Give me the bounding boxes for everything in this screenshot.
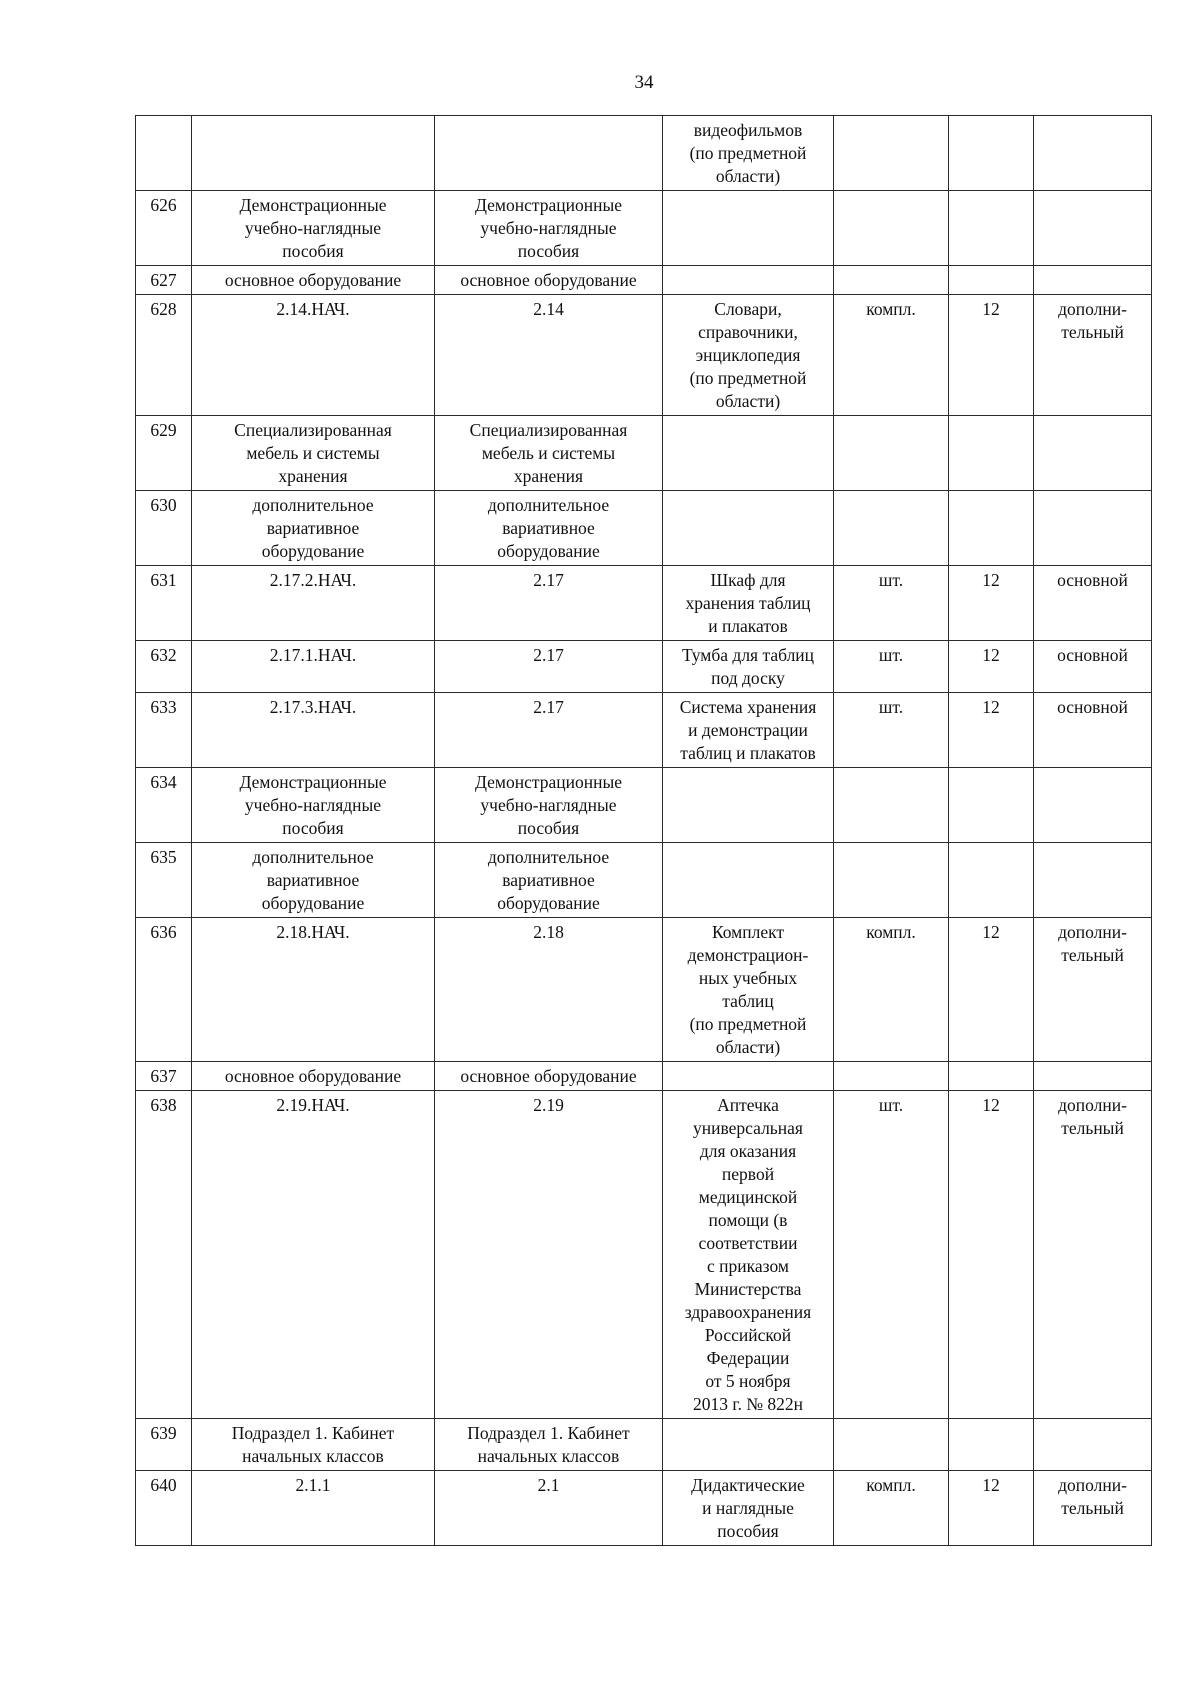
quantity-cell <box>949 191 1034 266</box>
code-cell: основное оборудование <box>192 266 435 295</box>
category-cell <box>1034 116 1152 191</box>
row-number-cell: 637 <box>136 1062 192 1091</box>
table-row <box>136 1471 1152 1546</box>
quantity-cell <box>949 1062 1034 1091</box>
category-cell: основной <box>1034 641 1152 693</box>
table-row <box>136 566 1152 641</box>
unit-cell: компл. <box>834 1471 949 1546</box>
quantity-cell: 12 <box>949 1471 1034 1546</box>
item-name-cell: Дидактические и наглядные пособия <box>663 1471 834 1546</box>
row-number-cell: 638 <box>136 1091 192 1419</box>
quantity-cell <box>949 491 1034 566</box>
table-row <box>136 266 1152 295</box>
table-row <box>136 1091 1152 1419</box>
quantity-cell <box>949 116 1034 191</box>
section-cell: дополнительное вариативное оборудование <box>435 491 663 566</box>
table-row <box>136 843 1152 918</box>
quantity-cell <box>949 266 1034 295</box>
section-cell: Демонстрационные учебно-наглядные пособия <box>435 768 663 843</box>
item-name-cell <box>663 843 834 918</box>
category-cell <box>1034 191 1152 266</box>
unit-cell <box>834 416 949 491</box>
unit-cell: шт. <box>834 566 949 641</box>
section-cell: 2.17 <box>435 641 663 693</box>
code-cell: дополнительное вариативное оборудование <box>192 491 435 566</box>
table-row <box>136 1062 1152 1091</box>
code-cell <box>192 116 435 191</box>
page-number: 34 <box>634 72 654 93</box>
code-cell: дополнительное вариативное оборудование <box>192 843 435 918</box>
table-row <box>136 416 1152 491</box>
quantity-cell: 12 <box>949 693 1034 768</box>
quantity-cell <box>949 1419 1034 1471</box>
row-number-cell: 634 <box>136 768 192 843</box>
section-cell: 2.19 <box>435 1091 663 1419</box>
row-number-cell: 628 <box>136 295 192 416</box>
quantity-cell: 12 <box>949 295 1034 416</box>
code-cell: основное оборудование <box>192 1062 435 1091</box>
row-number-cell: 626 <box>136 191 192 266</box>
row-number-cell: 635 <box>136 843 192 918</box>
section-cell: основное оборудование <box>435 266 663 295</box>
quantity-cell: 12 <box>949 566 1034 641</box>
row-number-cell: 631 <box>136 566 192 641</box>
item-name-cell <box>663 491 834 566</box>
row-number-cell: 630 <box>136 491 192 566</box>
table-row <box>136 491 1152 566</box>
category-cell: основной <box>1034 566 1152 641</box>
code-cell: 2.19.НАЧ. <box>192 1091 435 1419</box>
quantity-cell <box>949 416 1034 491</box>
row-number-cell: 627 <box>136 266 192 295</box>
item-name-cell <box>663 266 834 295</box>
code-cell: 2.17.3.НАЧ. <box>192 693 435 768</box>
quantity-cell: 12 <box>949 1091 1034 1419</box>
item-name-cell <box>663 768 834 843</box>
item-name-cell: Комплект демонстрацион- ных учебных таблиц (по предметной области) <box>663 918 834 1062</box>
section-cell <box>435 116 663 191</box>
quantity-cell: 12 <box>949 641 1034 693</box>
quantity-cell: 12 <box>949 918 1034 1062</box>
section-cell: Подраздел 1. Кабинет начальных классов <box>435 1419 663 1471</box>
unit-cell: шт. <box>834 693 949 768</box>
unit-cell <box>834 768 949 843</box>
row-number-cell: 633 <box>136 693 192 768</box>
unit-cell: шт. <box>834 641 949 693</box>
unit-cell <box>834 1062 949 1091</box>
table-row <box>136 918 1152 1062</box>
section-cell: 2.17 <box>435 566 663 641</box>
category-cell <box>1034 266 1152 295</box>
equipment-table <box>135 115 1152 1546</box>
row-number-cell: 632 <box>136 641 192 693</box>
unit-cell <box>834 266 949 295</box>
table-row <box>136 768 1152 843</box>
quantity-cell <box>949 843 1034 918</box>
category-cell <box>1034 491 1152 566</box>
quantity-cell <box>949 768 1034 843</box>
row-number-cell <box>136 116 192 191</box>
category-cell <box>1034 1062 1152 1091</box>
item-name-cell <box>663 1419 834 1471</box>
section-cell: 2.14 <box>435 295 663 416</box>
unit-cell: шт. <box>834 1091 949 1419</box>
item-name-cell: Система хранения и демонстрации таблиц и плакатов <box>663 693 834 768</box>
item-name-cell <box>663 191 834 266</box>
row-number-cell: 629 <box>136 416 192 491</box>
category-cell: дополни- тельный <box>1034 295 1152 416</box>
code-cell: 2.1.1 <box>192 1471 435 1546</box>
item-name-cell: Словари, справочники, энциклопедия (по предметной области) <box>663 295 834 416</box>
item-name-cell: Аптечка универсальная для оказания первой медицинской помощи (в соответствии с приказом Министерства здравоохранения Российской Федерации от 5 ноября 2013 г. № 822н <box>663 1091 834 1419</box>
section-cell: Специализированная мебель и системы хранения <box>435 416 663 491</box>
unit-cell: компл. <box>834 918 949 1062</box>
category-cell <box>1034 416 1152 491</box>
table-row <box>136 693 1152 768</box>
code-cell: 2.18.НАЧ. <box>192 918 435 1062</box>
section-cell: 2.1 <box>435 1471 663 1546</box>
table-row <box>136 191 1152 266</box>
code-cell: 2.17.2.НАЧ. <box>192 566 435 641</box>
code-cell: Подраздел 1. Кабинет начальных классов <box>192 1419 435 1471</box>
item-name-cell: Тумба для таблиц под доску <box>663 641 834 693</box>
item-name-cell <box>663 1062 834 1091</box>
unit-cell <box>834 191 949 266</box>
item-name-cell: видеофильмов (по предметной области) <box>663 116 834 191</box>
category-cell: дополни- тельный <box>1034 1471 1152 1546</box>
section-cell: Демонстрационные учебно-наглядные пособия <box>435 191 663 266</box>
row-number-cell: 636 <box>136 918 192 1062</box>
table-row <box>136 641 1152 693</box>
code-cell: Демонстрационные учебно-наглядные пособия <box>192 768 435 843</box>
code-cell: 2.14.НАЧ. <box>192 295 435 416</box>
unit-cell <box>834 116 949 191</box>
section-cell: 2.18 <box>435 918 663 1062</box>
code-cell: Демонстрационные учебно-наглядные пособия <box>192 191 435 266</box>
row-number-cell: 640 <box>136 1471 192 1546</box>
table-row <box>136 116 1152 191</box>
code-cell: 2.17.1.НАЧ. <box>192 641 435 693</box>
unit-cell <box>834 491 949 566</box>
table-row <box>136 295 1152 416</box>
category-cell: основной <box>1034 693 1152 768</box>
table-body <box>136 116 1152 1546</box>
category-cell <box>1034 843 1152 918</box>
item-name-cell <box>663 416 834 491</box>
row-number-cell: 639 <box>136 1419 192 1471</box>
category-cell: дополни- тельный <box>1034 918 1152 1062</box>
section-cell: основное оборудование <box>435 1062 663 1091</box>
unit-cell <box>834 843 949 918</box>
unit-cell <box>834 1419 949 1471</box>
section-cell: 2.17 <box>435 693 663 768</box>
category-cell: дополни- тельный <box>1034 1091 1152 1419</box>
unit-cell: компл. <box>834 295 949 416</box>
item-name-cell: Шкаф для хранения таблиц и плакатов <box>663 566 834 641</box>
category-cell <box>1034 1419 1152 1471</box>
code-cell: Специализированная мебель и системы хранения <box>192 416 435 491</box>
section-cell: дополнительное вариативное оборудование <box>435 843 663 918</box>
category-cell <box>1034 768 1152 843</box>
table-row <box>136 1419 1152 1471</box>
